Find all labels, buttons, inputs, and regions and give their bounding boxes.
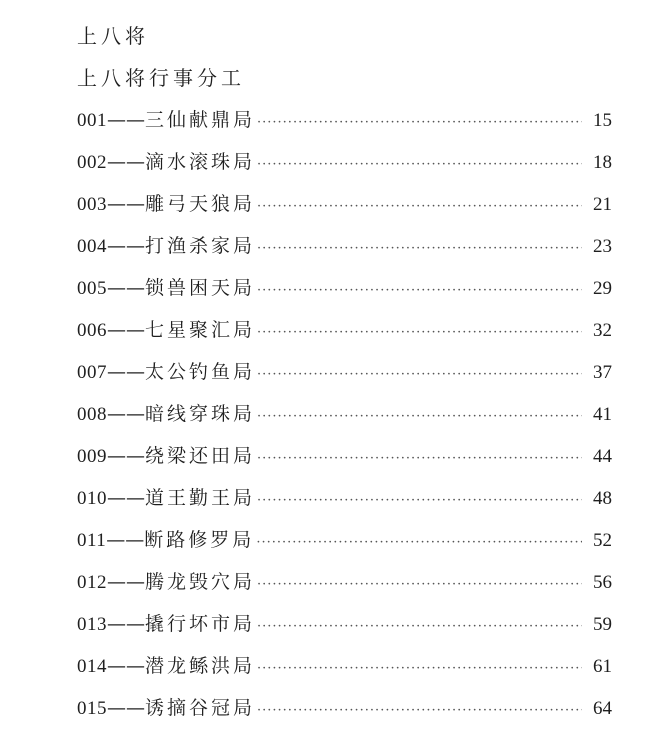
toc-entry-dash: —— bbox=[107, 571, 145, 593]
dot-leader bbox=[257, 615, 582, 639]
toc-entry-number: 013 bbox=[77, 614, 107, 635]
toc-entry[interactable] bbox=[77, 150, 612, 192]
toc-entry-title: 太公钓鱼局 bbox=[145, 361, 256, 383]
toc-entry-title: 锁兽困天局 bbox=[145, 277, 256, 299]
toc-entry-dash: —— bbox=[106, 529, 145, 551]
dot-leader bbox=[257, 489, 582, 513]
toc-entry-page-number: 15 bbox=[593, 110, 612, 131]
dot-leader bbox=[257, 279, 582, 303]
toc-entry-title: 撬行坏市局 bbox=[145, 613, 256, 635]
toc-entry-title: 潜龙鲧洪局 bbox=[145, 655, 256, 677]
toc-entry-title: 打渔杀家局 bbox=[145, 235, 256, 257]
toc-entry-number: 005 bbox=[77, 278, 107, 299]
toc-entry[interactable] bbox=[77, 360, 612, 402]
toc-entry-number: 015 bbox=[77, 698, 107, 719]
toc-entry[interactable] bbox=[77, 234, 612, 276]
toc-entry-page-number: 18 bbox=[593, 152, 612, 173]
toc-entry-page-number: 32 bbox=[593, 320, 612, 341]
toc-entry-number: 007 bbox=[77, 362, 107, 383]
toc-entry-title: 诱摘谷冠局 bbox=[145, 697, 256, 719]
toc-entry[interactable] bbox=[77, 402, 612, 444]
dot-leader bbox=[257, 447, 582, 471]
toc-entry-title: 滴水滚珠局 bbox=[145, 151, 256, 173]
toc-entry-page-number: 21 bbox=[593, 194, 612, 215]
toc-entry-dash: —— bbox=[107, 655, 145, 677]
toc-entry[interactable] bbox=[77, 486, 612, 528]
toc-entry[interactable] bbox=[77, 528, 612, 570]
section-heading: 上八将行事分工 bbox=[77, 66, 245, 90]
toc-entry-page-number: 41 bbox=[593, 404, 612, 425]
toc-entry-page-number: 44 bbox=[593, 446, 612, 467]
toc-entry-number: 012 bbox=[77, 572, 107, 593]
toc-entry-dash: —— bbox=[107, 193, 145, 215]
toc-entry-dash: —— bbox=[107, 277, 145, 299]
dot-leader bbox=[257, 195, 582, 219]
dot-leader bbox=[257, 363, 582, 387]
dot-leader bbox=[257, 405, 582, 429]
toc-entry-title: 腾龙毁穴局 bbox=[145, 571, 256, 593]
toc-entry-dash: —— bbox=[107, 151, 145, 173]
toc-entry-number: 001 bbox=[77, 110, 107, 131]
toc-entry-dash: —— bbox=[107, 319, 145, 341]
toc-entry[interactable] bbox=[77, 696, 612, 738]
toc-entry-dash: —— bbox=[107, 487, 145, 509]
toc-entry[interactable] bbox=[77, 444, 612, 486]
toc-entry-number: 011 bbox=[77, 530, 107, 551]
toc-entry-dash: —— bbox=[107, 361, 145, 383]
toc-entry-title: 绕梁还田局 bbox=[145, 445, 256, 467]
toc-entry-title: 道王勤王局 bbox=[145, 487, 256, 509]
toc-entry-number: 014 bbox=[77, 656, 107, 677]
table-of-contents bbox=[77, 108, 612, 738]
toc-entry-number: 006 bbox=[77, 320, 107, 341]
toc-entry-number: 004 bbox=[77, 236, 107, 257]
toc-entry-page-number: 52 bbox=[593, 530, 612, 551]
toc-entry[interactable] bbox=[77, 192, 612, 234]
dot-leader bbox=[257, 699, 582, 723]
toc-entry-number: 009 bbox=[77, 446, 107, 467]
toc-entry-page-number: 61 bbox=[593, 656, 612, 677]
toc-entry-number: 003 bbox=[77, 194, 107, 215]
dot-leader bbox=[257, 657, 582, 681]
toc-entry[interactable] bbox=[77, 570, 612, 612]
toc-entry[interactable] bbox=[77, 108, 612, 150]
toc-entry-dash: —— bbox=[107, 109, 145, 131]
chapter-heading: 上八将 bbox=[77, 24, 149, 48]
toc-entry-title: 暗线穿珠局 bbox=[145, 403, 256, 425]
toc-entry-dash: —— bbox=[107, 697, 145, 719]
toc-entry-dash: —— bbox=[107, 403, 145, 425]
toc-entry-title: 七星聚汇局 bbox=[145, 319, 256, 341]
toc-entry-title: 三仙献鼎局 bbox=[145, 109, 256, 131]
toc-entry-page-number: 29 bbox=[593, 278, 612, 299]
dot-leader bbox=[257, 573, 582, 597]
toc-entry-number: 002 bbox=[77, 152, 107, 173]
toc-entry[interactable] bbox=[77, 612, 612, 654]
toc-entry-page-number: 56 bbox=[593, 572, 612, 593]
toc-entry-dash: —— bbox=[107, 445, 145, 467]
toc-entry-number: 010 bbox=[77, 488, 107, 509]
toc-entry-dash: —— bbox=[107, 613, 145, 635]
dot-leader bbox=[257, 237, 582, 261]
dot-leader bbox=[257, 111, 582, 135]
toc-entry-page-number: 37 bbox=[593, 362, 612, 383]
dot-leader bbox=[256, 531, 582, 555]
toc-entry-dash: —— bbox=[107, 235, 145, 257]
toc-entry-page-number: 48 bbox=[593, 488, 612, 509]
toc-entry[interactable] bbox=[77, 654, 612, 696]
toc-entry[interactable] bbox=[77, 276, 612, 318]
toc-entry-title: 雕弓天狼局 bbox=[145, 193, 256, 215]
toc-entry-page-number: 59 bbox=[593, 614, 612, 635]
dot-leader bbox=[257, 321, 582, 345]
dot-leader bbox=[257, 153, 582, 177]
toc-entry-page-number: 23 bbox=[593, 236, 612, 257]
toc-entry-number: 008 bbox=[77, 404, 107, 425]
toc-entry-page-number: 64 bbox=[593, 698, 612, 719]
toc-entry[interactable] bbox=[77, 318, 612, 360]
toc-entry-title: 断路修罗局 bbox=[144, 529, 255, 551]
